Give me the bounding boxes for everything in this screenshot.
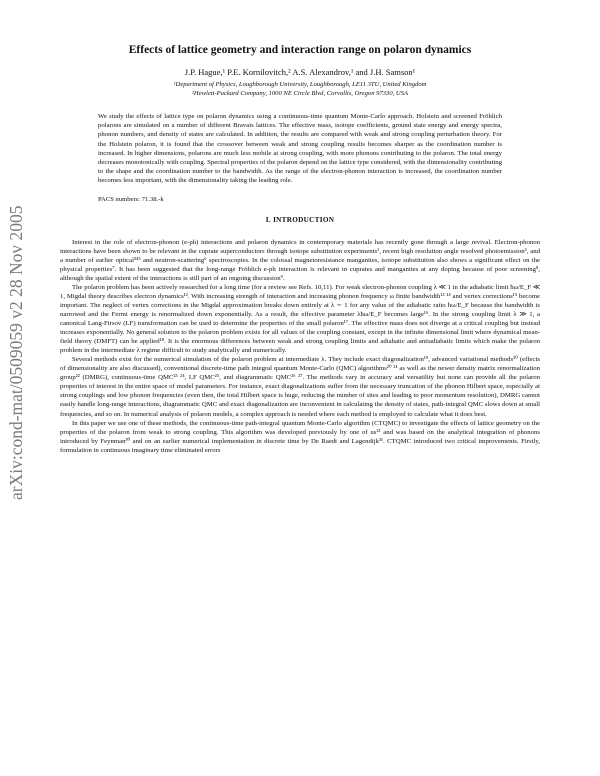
paper-page xyxy=(60,44,540,455)
paragraph-4: In this paper we use one of these methods, the continuous-time path-integral quantum Monte-Carlo algorithm (CTQMC) to investigate the effects of lattice geometry on the properties of the polaron from weak to strong coupling. This algorithm was developed previously by one of us²³ and was based on the analytical integration of phonons introduced by Feynman³⁰ and on an earlier numerical implementation in discrete time by De Raedt and Lagendijk³¹. CTQMC introduced two critical improvements. Firstly, formulation in continuous imaginary time eliminated errors xyxy=(60,419,540,454)
paragraph-1: Interest in the role of electron-phonon (e-ph) interactions and polaron dynamics in contemporary materials has recently gone through a large revival. Electron-phonon interactions have been shown to be relevant in the cuprate superconductors through isotope substitution experiments¹, recent high resolution angle resolved photoemission², and a number of earlier optical³⁴⁵ and neutron-scattering⁶ spectroscopies. In the colossal magnetoresistance manganites, isotope substitution also shows a significant effect on the physical properties⁷. It has been suggested that the long-range Fröhlich e-ph interaction is relevant in cuprates and manganites at any doping because of poor screening⁸, although the spatial extent of the interactions is still part of an ongoing discussion⁹. xyxy=(60,238,540,282)
paragraph-3: Several methods exist for the numerical simulation of the polaron problem at intermediate λ. They include exact diagonalization¹⁹, advanced variational methods²⁰ (effects of dimensionality are also discussed), conventional discrete-time path integral quantum Monte-Carlo (QMC) algorithms²⁰ ²¹ as well as the newer density matrix renormalization group²² (DMRG), continuous-time QMC²³ ²⁴, LF QMC²⁵, and diagrammatic QMC²⁶ ²⁷. The methods vary in accuracy and versatility but none can provide all the polaron properties of interest in the entire space of model parameters. For instance, exact diagonalizations suffer from the necessary truncation of the phonon Hilbert space, especially at strong couplings and low phonon frequencies (even then, the total Hilbert space is huge, reducing the number of sites and leading to poor momentum resolution), DMRG cannot easily handle long-range interactions, diagrammatic QMC and exact diagonalization are inconvenient in calculating the density of states, path-integral QMC slows down at small frequencies, and so on. In numerical analysis of polaron models, a complex approach is needed where each method is employed to calculate what it does best. xyxy=(60,356,540,418)
paragraph-2: The polaron problem has been actively researched for a long time (for a review see Refs. 10,11). For weak electron-phonon coupling λ ≪ 1 in the adiabatic limit ħω/E_F ≪ 1, Migdal theory describes electron dynamics¹². With increasing strength of interaction and increasing phonon frequency ω finite bandwidth¹³ ¹⁴ and vertex corrections¹⁵ become important. The neglect of vertex corrections in the Migdal approximation breaks down entirely at λ ∼ 1 for any value of the adiabatic ratio ħω/E_F because the bandwidth is narrowed and the Fermi energy is renormalized down exponentially. As a result, the effective parameter λħω/E_F becomes large¹⁶. In the strong coupling limit λ ≫ 1, a canonical Lang-Firsov (LF) transformation can be used to determine the properties of the small polaron¹⁷. The effective mass does not diverge at a critical coupling but instead increases exponentially. No general solution to the polaron problem exists for all values of the coupling constant, except in the infinite dimensional limit where dynamical mean-field theory (DMFT) can be applied¹⁸. It is the enormous differences between weak and strong coupling limits and adiabatic and antiadiabatic limits which make the polaron problem in the intermediate λ regime difficult to study analytically and numerically. xyxy=(60,283,540,355)
affiliations xyxy=(60,80,540,98)
section-heading: I. INTRODUCTION xyxy=(265,215,335,224)
affiliation-1: ¹Department of Physics, Loughborough University, Loughborough, LE11 3TU, United Kingdom xyxy=(173,81,427,88)
abstract: We study the effects of lattice type on polaron dynamics using a continuous-time quantum Monte-Carlo approach. Holstein and screened Fröhlich polarons are simulated on a number of different Bravais lattices. The effective mass, isotope coefficients, ground state energy and energy spectra, phonon numbers, and density of states are calculated. In addition, the results are compared with weak and strong coupling perturbation theory. For the Holstein polaron, it is found that the crossover between weak and strong coupling results becomes sharper as the coordination number is increased. In higher dimensions, polarons are much less mobile at strong coupling, with more phonons contributing to the polaron. The total energy decreases monotonically with coupling. Spectral properties of the polaron depend on the lattice type considered, with the dimensionality contributing to the shape and the coordination number to the bandwidth. As the range of the electron-phonon interaction is increased, the coordination number becomes less important, with the dimensionality taking the leading role. xyxy=(98,113,502,185)
author-list: J.P. Hague,¹ P.E. Kornilovitch,² A.S. Alexandrov,¹ and J.H. Samson¹ xyxy=(184,67,416,77)
pacs-numbers: PACS numbers: 71.38.-k xyxy=(98,195,164,203)
arxiv-identifier: arXiv:cond-mat/0509059 v2 28 Nov 2005 xyxy=(6,205,26,500)
affiliation-2: ²Hewlett-Packard Company, 1000 NE Circle Blvd, Corvallis, Oregon 97330, USA xyxy=(191,90,409,97)
paper-title: Effects of lattice geometry and interaction range on polaron dynamics xyxy=(128,44,472,56)
body-text xyxy=(60,238,540,455)
